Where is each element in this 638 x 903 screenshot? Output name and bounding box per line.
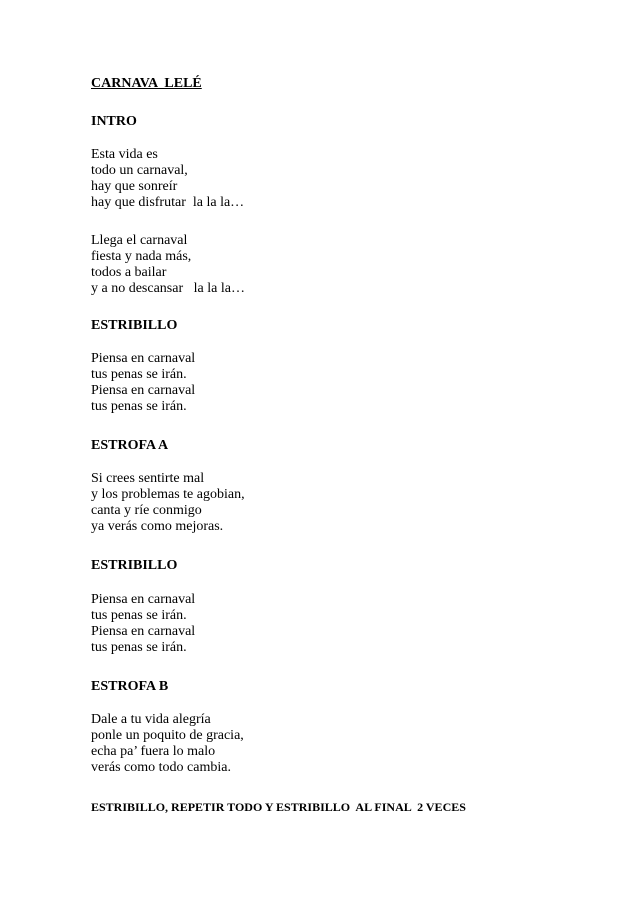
intro-heading: INTRO (91, 114, 137, 129)
estrofa-a-line: Si crees sentirte mal (91, 471, 205, 486)
estribillo-line: Piensa en carnaval (91, 624, 196, 639)
estrofa-b-line: Dale a tu vida alegría (91, 712, 211, 727)
intro-line: hay que sonreír (91, 179, 178, 194)
intro-line: fiesta y nada más, (91, 249, 192, 264)
estrofa-b-line: verás como todo cambia. (91, 760, 231, 775)
estribillo-line: Piensa en carnaval (91, 351, 196, 366)
estribillo-line: tus penas se irán. (91, 608, 187, 623)
intro-line: hay que disfrutar la la la… (91, 195, 245, 210)
intro-line: todo un carnaval, (91, 163, 188, 178)
estrofa-b-heading: ESTROFA B (91, 679, 169, 694)
intro-line: todos a bailar (91, 265, 167, 280)
intro-line: y a no descansar la la la… (91, 281, 245, 296)
intro-line: Llega el carnaval (91, 233, 188, 248)
estribillo-line: tus penas se irán. (91, 399, 187, 414)
intro-line: Esta vida es (91, 147, 158, 162)
estribillo-line: tus penas se irán. (91, 367, 187, 382)
estribillo-line: tus penas se irán. (91, 640, 187, 655)
estribillo-line: Piensa en carnaval (91, 592, 196, 607)
estribillo-heading: ESTRIBILLO (91, 318, 178, 333)
estrofa-b-line: ponle un poquito de gracia, (91, 728, 244, 743)
estribillo-line: Piensa en carnaval (91, 383, 196, 398)
estrofa-b-line: echa pa’ fuera lo malo (91, 744, 216, 759)
estrofa-a-heading: ESTROFA A (91, 438, 169, 453)
song-title: CARNAVA LELÉ (91, 76, 202, 91)
estrofa-a-line: ya verás como mejoras. (91, 519, 224, 534)
estribillo-heading: ESTRIBILLO (91, 558, 178, 573)
estrofa-a-line: y los problemas te agobian, (91, 487, 245, 502)
repeat-instruction: ESTRIBILLO, REPETIR TODO Y ESTRIBILLO AL FINAL 2 VECES (91, 800, 466, 814)
estrofa-a-line: canta y ríe conmigo (91, 503, 202, 518)
